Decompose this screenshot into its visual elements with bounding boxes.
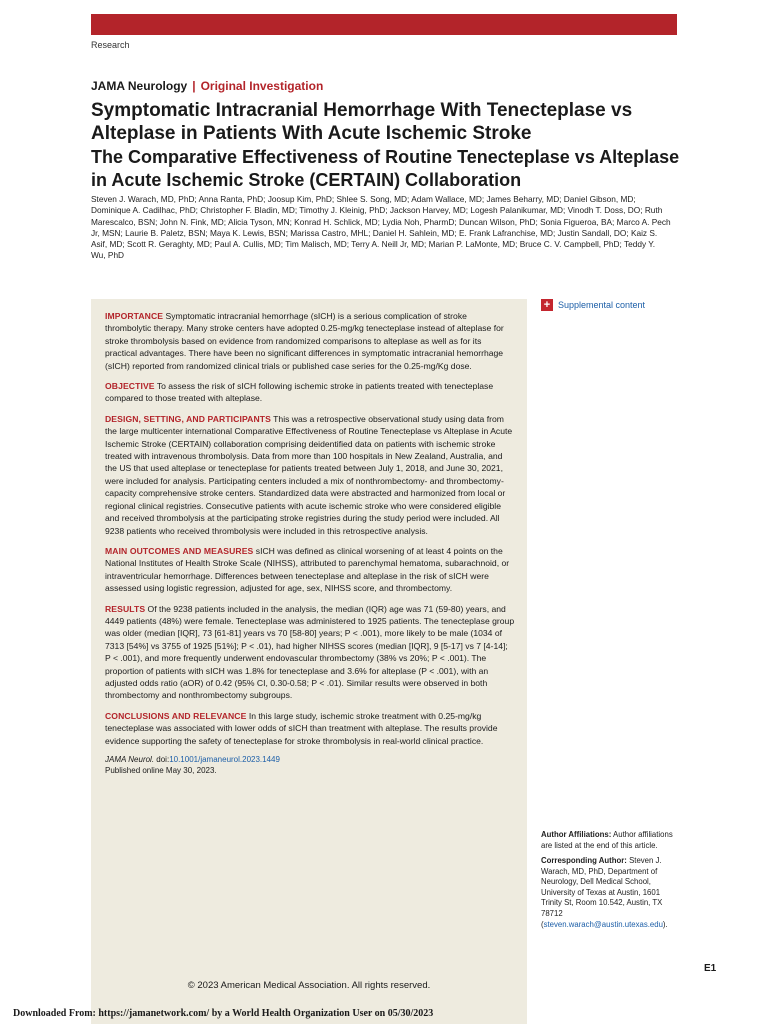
article-subtitle: The Comparative Effectiveness of Routine Tenecteplase vs Alteplase in Acute Ischemic Stroke (CERTAIN) Collaboration — [91, 147, 680, 190]
abstract-outcomes — [105, 545, 515, 595]
results-text: Of the 9238 patients included in the analysis, the median (IQR) age was 71 (59-80) years, and 4449 patients (48%) were female. Tenecteplase was administered to 1925 patients. The tenecteplase group was older (median [IQR], 73 [61-81] years vs 70 [58-80] years; P < .001), more likely to be male (1034 of 7313 [54%] vs 3755 of 1925 [51%]; P < .01), had higher NIHSS scores (median [IQR], 9 [5-17] vs 7 [4-14]; P < .001), and more frequently underwent endovascular thrombectomy (38% vs 20%; P < .001). The proportion of patients with sICH was 1.8% for tenecteplase and 3.6% for alteplase (P < .001), with an adjusted odds ratio (aOR) of 0.42 (95% CI, 0.30-0.58; P < .01). Similar results were observed in both thrombectomy and nonthrombectomy subgroups. — [105, 603, 515, 701]
author-list: Steven J. Warach, MD, PhD; Anna Ranta, PhD; Joosup Kim, PhD; Shlee S. Song, MD; Adam Wallace, MD; James Beharry, MD; Daniel Gibson, MD; Dominique A. Cadilhac, PhD; Christopher F. Bladin, MD; Timothy J. Kleinig, PhD; Jackson Harvey, MD; Logesh Palanikumar, MD; Vinodh T. Doss, DO; Ruth Marescalco, BSN; John N. Fink, MD; Alicia Tyson, MN; Konrad H. Schlick, MD; Lydia Noh, PharmD; Duncan Wilson, PhD; Sonia Figueroa, BA; Marco A. Pech Jr, MSN; Laurie B. Paletz, BSN; Maya K. Lewis, BSN; Marissa Castro, MHL; Daniel H. Sahlein, MD; E. Frank Lafranchise, MD; Justin Sandall, DO; Kaiz S. Asif, MD; Scott R. Geraghty, MD; Paul A. Cullis, MD; Tim Malisch, MD; Terry A. Neill Jr, MD; Marian P. LaMonte, MD; Bruce C. V. Campbell, PhD; Teddy Y. Wu, PhD — [91, 194, 671, 261]
abstract-box — [91, 299, 527, 1024]
affiliations-label: Author Affiliations: — [541, 830, 612, 839]
citation-doi-label: doi: — [154, 755, 170, 764]
journal-separator: | — [192, 79, 196, 93]
corresponding-text: Steven J. Warach, MD, PhD, Department of Neurology, Dell Medical School, University of Texas at Austin, 1601 Trinity St, Room 10.542, Austin, TX 78712 ( — [541, 856, 663, 929]
header-bar — [91, 14, 677, 35]
supplemental-content-link[interactable] — [541, 299, 645, 311]
outcomes-text: sICH was defined as clinical worsening of at least 4 points on the National Institutes of Health Stroke Scale (NIHSS), attributed to parenchymal hematoma, subarachnoid, or intraventricular hemorrhage. Differences between tenecteplase and alteplase in the risk of sICH were assessed using logistic regression, adjusted for age, sex, NIHSS score, and thrombectomy. — [105, 545, 510, 594]
objective-heading: OBJECTIVE — [105, 381, 155, 392]
article-type: Original Investigation — [200, 79, 324, 93]
plus-icon: + — [541, 299, 553, 311]
abstract-importance — [105, 310, 515, 372]
results-heading: RESULTS — [105, 603, 146, 614]
author-affiliations — [541, 830, 681, 851]
copyright-notice: © 2023 American Medical Association. All rights reserved. — [187, 980, 431, 991]
citation — [105, 755, 515, 766]
corresponding-label: Corresponding Author: — [541, 856, 627, 865]
importance-heading: IMPORTANCE — [105, 311, 164, 321]
doi-link[interactable]: 10.1001/jamaneurol.2023.1449 — [169, 755, 280, 764]
abstract-objective — [105, 380, 515, 405]
outcomes-heading: MAIN OUTCOMES AND MEASURES — [105, 545, 254, 556]
corresponding-author — [541, 856, 681, 930]
journal-name: JAMA Neurology — [91, 79, 188, 93]
design-text: This was a retrospective observational study using data from the large multicenter international Comparative Effectiveness of Routine Tenecteplase vs Alteplase in Acute Ischemic Stroke (CERTAIN) collaboration comprising deidentified data on patients with ischemic stroke treated with intravenous thrombolysis. Data from more than 100 hospitals in New Zealand, Australia, and the US that used alteplase or tenecteplase for patients treated between July 1, 2018, and June 30, 2021, were included for analysis. Participating centers included a mix of nonthrombectomy- and thrombectomy-capacity comprehensive stroke centers. Standardized data were abstracted and harmonized from local or regional clinical registries. Consecutive patients with acute ischemic stroke who were considered eligible and received thrombolysis at the participating stroke registries during the study period were included. All 9238 patients who received thrombolysis were included in this retrospective analysis. — [105, 413, 513, 536]
supplemental-content-label: Supplemental content — [558, 300, 646, 310]
email-link[interactable]: steven.warach@austin.utexas.edu — [543, 919, 663, 929]
abstract-conclusions — [105, 710, 515, 747]
objective-text: To assess the risk of sICH following ischemic stroke in patients treated with tenecteplase compared to those treated with alteplase. — [105, 381, 494, 404]
importance-text: Symptomatic intracranial hemorrhage (sICH) is a serious complication of stroke thrombolytic therapy. Many stroke centers have adopted 0.25-mg/kg tenecteplase instead of alteplase for stroke thrombolysis based on evidence from randomized comparisons to alteplase as well as for its practical advantages. There have been no significant differences in symptomatic intracranial hemorrhage (sICH) reported from randomized clinical trials or published case series for the 0.25-mg/Kg dose. — [105, 311, 504, 371]
corresponding-end: ). — [662, 919, 668, 929]
design-heading: DESIGN, SETTING, AND PARTICIPANTS — [105, 413, 271, 424]
article-title: Symptomatic Intracranial Hemorrhage With Tenecteplase vs Alteplase in Patients With Acute Ischemic Stroke — [91, 100, 633, 144]
download-footer: Downloaded From: https://jamanetwork.com/ by a World Health Organization User on 05/30/2023 — [13, 1008, 434, 1019]
journal-line — [91, 79, 323, 93]
abstract-design — [105, 413, 515, 537]
citation-journal: JAMA Neurol. — [105, 755, 155, 764]
abstract-content — [105, 310, 515, 776]
section-label: Research — [91, 40, 130, 50]
published-date: Published online May 30, 2023. — [105, 765, 217, 775]
conclusions-text: In this large study, ischemic stroke treatment with 0.25-mg/kg tenecteplase was associated with lower odds of sICH than treatment with alteplase. The results provide evidence supporting the safety of tenecteplase for stroke thrombolysis in real-world clinical practice. — [105, 710, 498, 746]
conclusions-heading: CONCLUSIONS AND RELEVANCE — [105, 710, 247, 721]
affiliations-text: Author affiliations are listed at the end of this article. — [541, 830, 673, 850]
page-number: E1 — [704, 963, 717, 974]
abstract-results — [105, 603, 515, 702]
